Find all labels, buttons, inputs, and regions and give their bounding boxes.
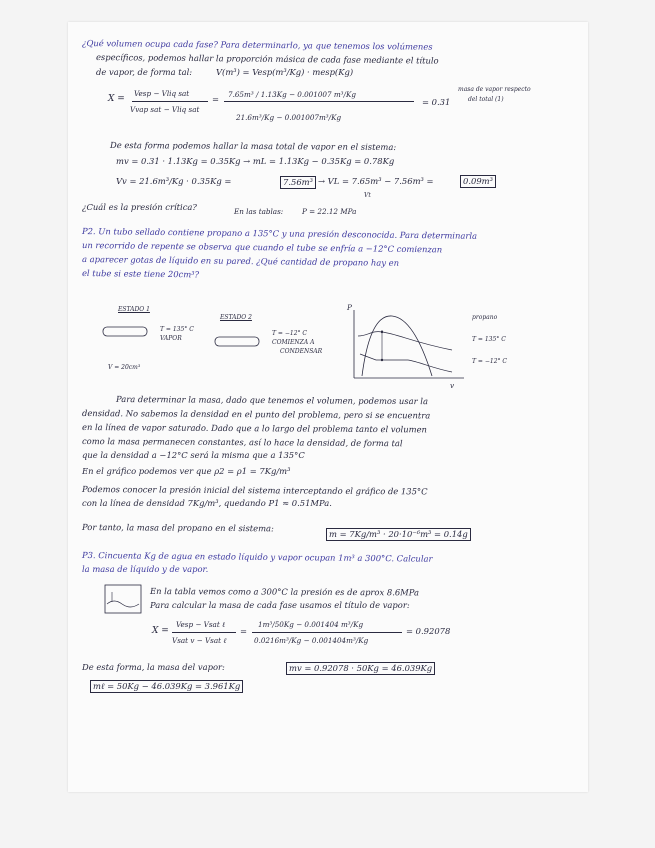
- state-label: ESTADO 1: [118, 306, 150, 313]
- note-line: como la masa permanecen constantes, así lo hace la densidad, de forma tal: [81, 436, 403, 449]
- state-detail: VAPOR: [160, 335, 182, 342]
- formula-numerator: Vesp − Vliq sat: [134, 89, 190, 98]
- state-detail: T = −12° C: [272, 330, 308, 337]
- note-line: De esta forma, la masa del vapor:: [82, 662, 225, 672]
- problem-statement: un recorrido de repente se observa que cuando el tube se enfría a −12°C comienzan: [81, 240, 443, 255]
- note-line: densidad. No sabemos la densidad en el punto del problema, pero si se encuentra: [81, 408, 431, 421]
- note-line: con la línea de densidad 7Kg/m³, quedando P1 ≈ 0.51MPa.: [82, 498, 332, 508]
- question-text: ¿Cuál es la presión crítica?: [82, 202, 197, 212]
- question-text: ¿Qué volumen ocupa cada fase? Para determinarlo, ya que tenemos los volúmenes: [81, 38, 433, 52]
- formula-denominator: Vvap sat − Vliq sat: [130, 105, 200, 114]
- note-line: En la tabla vemos como a 300°C la presión es de aprox 8.6MPa: [149, 586, 420, 598]
- boxed-result: m = 7Kg/m³ · 20·10⁻⁶m³ = 0.14g: [326, 528, 471, 541]
- formula-result: = 0.31: [422, 97, 451, 107]
- pv-diagram: [348, 310, 468, 382]
- note-line: Podemos conocer la presión inicial del sistema interceptando el gráfico de 135°C: [81, 484, 428, 497]
- side-note: masa de vapor respecto: [458, 86, 531, 93]
- note-line: de vapor, de forma tal:: [96, 67, 193, 77]
- formula-numerator: Vesp − Vsat ℓ: [176, 620, 225, 629]
- note-line: Por tanto, la masa del propano en el sistema:: [81, 522, 274, 534]
- note-line: específicos, podemos hallar la proporción másica de cada fase mediante el título: [95, 52, 439, 66]
- diagram-label: T = −12° C: [472, 358, 508, 365]
- volume-label: V = 20cm³: [108, 364, 141, 371]
- boxed-result: 7.56m³: [280, 176, 316, 189]
- formula-denominator: Vsat v − Vsat ℓ: [172, 636, 227, 645]
- tube-sketch-1: [102, 324, 152, 340]
- formula: X =: [152, 626, 169, 636]
- state-detail: CONDENSAR: [280, 348, 323, 355]
- formula: → VL = 7.65m³ − 7.56m³ =: [318, 176, 434, 186]
- tube-sketch-2: [214, 334, 264, 350]
- state-detail: T = 135° C: [160, 326, 194, 333]
- problem-statement: P2. Un tubo sellado contiene propano a 135°C y una presión desconocida. Para determinarla: [81, 226, 478, 241]
- formula: X =: [108, 94, 125, 104]
- formula-subscript: Vt: [364, 192, 371, 199]
- formula: =: [240, 626, 248, 636]
- note-line: En el gráfico podemos ver que ρ2 = ρ1 = 7Kg/m³: [82, 466, 291, 476]
- container-sketch: [104, 584, 144, 616]
- axis-label: v: [450, 381, 455, 390]
- problem-statement: el tube si este tiene 20cm³?: [81, 268, 200, 280]
- note-line: en la línea de vapor saturado. Dado que a lo largo del problema tanto el volumen: [81, 422, 427, 435]
- note-line: que la densidad a −12°C será la misma que a 135°C: [82, 450, 305, 460]
- notebook-page: [68, 22, 588, 792]
- formula: V(m³) = Vesp(m³/Kg) · mesp(Kg): [216, 67, 354, 77]
- boxed-result: mv = 0.92078 · 50Kg = 46.039Kg: [286, 662, 435, 675]
- formula-numerator: 1m³/50Kg − 0.001404 m³/Kg: [258, 620, 364, 629]
- formula-denominator: 21.6m³/Kg − 0.001007m³/Kg: [236, 113, 342, 122]
- formula-result: P = 22.12 MPa: [302, 207, 357, 216]
- diagram-label: T = 135° C: [472, 336, 506, 343]
- note-line: De esta forma podemos hallar la masa total de vapor en el sistema:: [109, 140, 397, 152]
- state-detail: COMIENZA A: [272, 339, 315, 346]
- boxed-result: mℓ = 50Kg − 46.039Kg = 3.961Kg: [90, 680, 243, 693]
- side-note: del total (1): [468, 96, 504, 103]
- formula-denominator: 0.0216m³/Kg − 0.001404m³/Kg: [254, 636, 369, 645]
- formula: =: [212, 94, 220, 104]
- formula-result: = 0.92078: [406, 626, 451, 636]
- formula-numerator: 7.65m³ / 1.13Kg − 0.001007 m³/Kg: [228, 90, 356, 99]
- note-line: Para calcular la masa de cada fase usamos el título de vapor:: [150, 600, 410, 610]
- boxed-result: 0.09m³: [460, 175, 496, 188]
- note-line: En las tablas:: [234, 207, 284, 216]
- formula: mv = 0.31 · 1.13Kg = 0.35Kg → mL = 1.13Kg − 0.35Kg = 0.78Kg: [116, 156, 395, 166]
- problem-statement: la masa de líquido y de vapor.: [82, 564, 209, 574]
- formula: Vv = 21.6m³/Kg · 0.35Kg =: [116, 176, 232, 186]
- problem-statement: P3. Cincuenta Kg de agua en estado líquido y vapor ocupan 1m³ a 300°C. Calcular: [81, 550, 433, 564]
- axis-label: P: [347, 303, 352, 312]
- problem-statement: a aparecer gotas de líquido en su pared. ¿Qué cantidad de propano hay en: [81, 254, 400, 268]
- diagram-label: propano: [472, 314, 498, 321]
- note-line: Para determinar la masa, dado que tenemos el volumen, podemos usar la: [115, 394, 428, 407]
- state-label: ESTADO 2: [220, 314, 252, 321]
